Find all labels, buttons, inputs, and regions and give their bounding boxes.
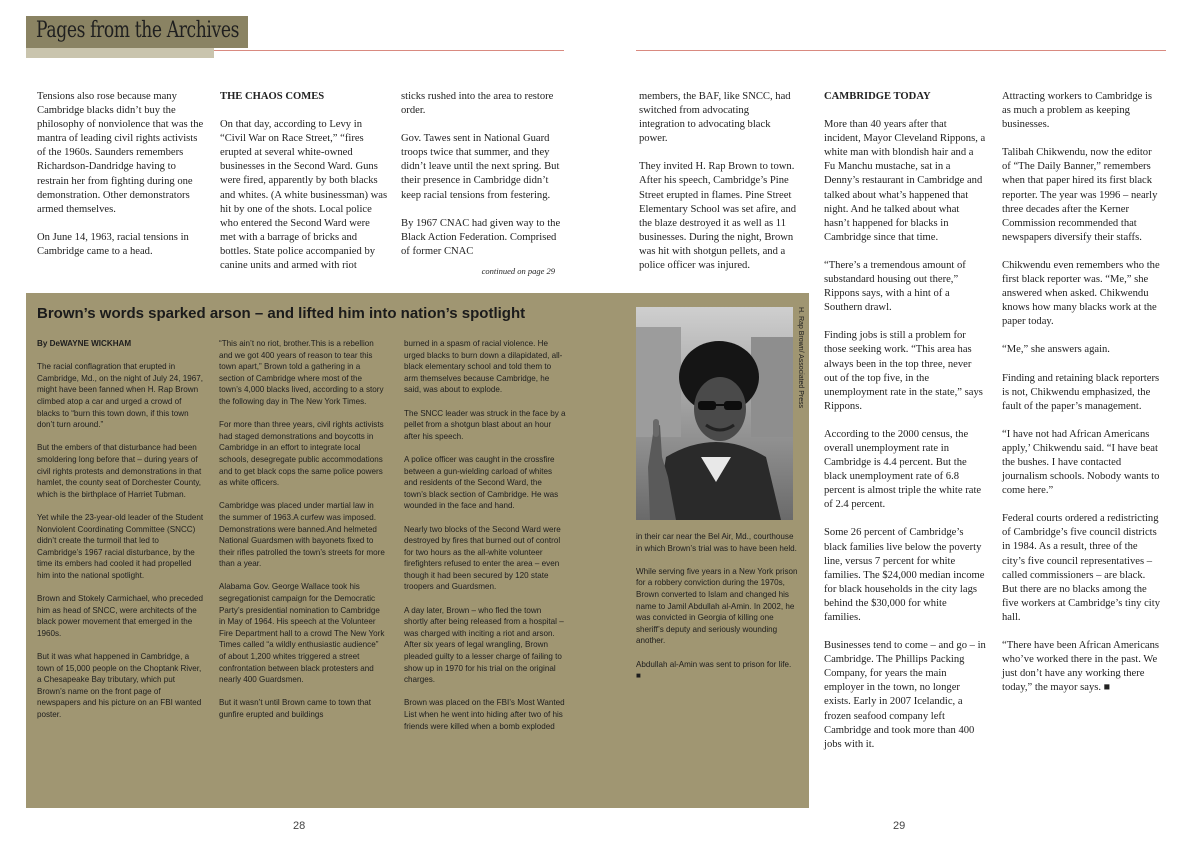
left-col-2 xyxy=(220,90,388,287)
subheading: CAMBRIDGE TODAY xyxy=(824,91,931,102)
page-number-right: 29 xyxy=(893,820,906,832)
paragraph: Federal courts ordered a redistricting of Cambridge’s five council districts in 1984. As a result, three of the city’s five council representatives – called commissioners – are black. But there are no blacks among the five workers at Cambridge’s tiny city hall. xyxy=(1002,513,1160,623)
paragraph: in their car near the Bel Air, Md., courthouse in which Brown’s trial was to have been held. xyxy=(636,532,797,553)
paragraph: “There’s a tremendous amount of substandard housing out there,” Rippons says, with a hint of a Southern drawl. xyxy=(824,259,966,314)
paragraph: Brown and Stokely Carmichael, who preceded him as head of SNCC, were architects of the black power movement that emerged in the 1960s. xyxy=(37,594,204,638)
portrait-photo xyxy=(636,307,793,520)
sidebar-col-4 xyxy=(636,531,798,693)
paragraph: The racial conflagration that erupted in Cambridge, Md., on the night of July 24, 1967, might have been fanned when H. Rap Brown climbed atop a car and urged a crowd of blacks to “burn this town down, if this town don’t turn around.” xyxy=(37,362,204,430)
sidebar-col-3 xyxy=(404,338,566,744)
paragraph: They invited H. Rap Brown to town. After his speech, Cambridge’s Pine Street erupted in flames. Pine Street Elementary School was set afire, and the blaze destroyed it as well as 11 businesses. During the night, Brown was hit with shotgun pellets, and a police officer was injured. xyxy=(639,161,797,272)
paragraph: Talibah Chikwendu, now the editor of “The Daily Banner,” remembers when that paper hired its first black reporter. The year was 1996 – nearly three decades after the Kerner Commission recommended that newspapers diversify their staffs. xyxy=(1002,147,1158,243)
paragraph: Abdullah al-Amin was sent to prison for life. ■ xyxy=(636,659,792,681)
paragraph: Tensions also rose because many Cambridge blacks didn’t buy the philosophy of nonviolence that was the mantra of leading civil rights activists of the 1960s. Saunders remembers Richardson-Dandridge having to restrain her from fighting during one demonstration. Other demonstrators armed themselves. xyxy=(37,91,204,215)
paragraph: By 1967 CNAC had given way to the Black Action Federation. Comprised of former CNAC xyxy=(401,217,561,257)
paragraph: Attracting workers to Cambridge is as much a problem as keeping businesses. xyxy=(1002,91,1153,131)
paragraph: But it wasn’t until Brown came to town that gunfire erupted and buildings xyxy=(219,698,372,719)
paragraph: Finding and retaining black reporters is not, Chikwendu emphasized, the fault of the paper’s management. xyxy=(1002,372,1160,412)
paragraph: According to the 2000 census, the overall unemployment rate in Cambridge is 4.4 percent. But the black unemployment rate of 6.8 percent is almost triple the white rate of 2.4 percent. xyxy=(824,428,982,511)
paragraph: But it was what happened in Cambridge, a town of 15,000 people on the Choptank River, a Chesapeake Bay tributary, which put Brown’s name on the front page of newspapers and his picture on an FBI wanted poster. xyxy=(37,652,202,719)
paragraph: For more than three years, civil rights activists had staged demonstrations and boycotts in Cambridge in an effort to integrate local schools, desegregate public accommodations and to get black cops the same police powers as white officers. xyxy=(219,420,384,488)
paragraph: But the embers of that disturbance had been smoldering long before that – during years of civil rights protests and demonstrations in that hamlet, the county seat of Dorchester County, which is the birthplace of Harriet Tubman. xyxy=(37,443,202,499)
sidebar-col-1 xyxy=(37,338,205,732)
paragraph: Brown was placed on the FBI’s Most Wanted List when he went into hiding after two of his friends were killed when a bomb exploded xyxy=(404,698,565,731)
paragraph: Yet while the 23-year-old leader of the Student Nonviolent Coordinating Committee (SNCC) didn’t create the turmoil that led to Cambridge’s 1967 racial disturbance, by the time its embers had cooled it had propelled him into the national spotlight. xyxy=(37,512,204,580)
paragraph: members, the BAF, like SNCC, had switched from advocating integration to advocating black power. xyxy=(639,91,791,145)
left-col-1 xyxy=(37,90,207,273)
paragraph: Alabama Gov. George Wallace took his segregationist campaign for the Democratic Party’s presidential nomination to Cambridge in May of 1964. His speech at the Volunteer Fire Department hall to a crowd The New York Times called “a wildly enthusiastic audience” of about 1,200 whites triggered a street confrontation between black protesters and nearly 400 Guardsmen. xyxy=(219,582,385,685)
paragraph: More than 40 years after that incident, Mayor Cleveland Rippons, a white man with blondish hair and a Fu Manchu mustache, sat in a Denny’s restaurant in Cambridge and talked about what’s happened that night. And he talked about what hasn’t happened for blacks in Cambridge since that time. xyxy=(824,119,986,243)
right-col-2 xyxy=(824,90,986,766)
paragraph: A police officer was caught in the crossfire between a gun-wielding carload of whites and residents of the Second Ward, the town’s black section of Cambridge. He was wounded in the face and hand. xyxy=(404,454,559,511)
byline: By DeWAYNE WICKHAM xyxy=(37,339,132,348)
paragraph: sticks rushed into the area to restore order. xyxy=(401,91,554,117)
paragraph: “There have been African Americans who’ve worked there in the past. We just don’t have any working there today,” the mayor says. ■ xyxy=(1002,640,1160,694)
sidebar-col-2 xyxy=(219,338,387,732)
sidebar-headline: Brown’s words sparked arson – and lifted him into nation’s spotlight xyxy=(37,305,526,322)
paragraph: Businesses tend to come – and go – in Cambridge. The Phillips Packing Company, for years the main employer in the town, no longer exists. Early in 2007 Icelandic, a frozen seafood company left Cambridge and took more than 400 jobs with it. xyxy=(824,640,986,750)
portrait-illustration xyxy=(636,307,793,520)
right-col-1 xyxy=(639,90,797,287)
paragraph: Nearly two blocks of the Second Ward were destroyed by fires that burned out of control for two hours as the all-white volunteer firefighters refused to enter the area – even though it had been secured by 120 state troopers and Guardsmen. xyxy=(404,524,561,592)
subheading: THE CHAOS COMES xyxy=(220,91,325,102)
header-rule-left xyxy=(214,50,564,51)
photo-credit: H. Rap Brown/ Associated Press xyxy=(797,307,804,409)
paragraph: On that day, according to Levy in “Civil War on Race Street,” “fires erupted at several white-owned businesses in the Second Ward. Guns were fired, apparently by both blacks and whites. (A white businessman) was hit by one of the shots. Local police who entered the Second Ward were met with a barrage of bricks and bottles. State police accompanied by canine units and armed with riot xyxy=(220,119,388,272)
paragraph: Chikwendu even remembers who the first black reporter was. “Me,” she answered when asked. Chikwendu knows how many blacks work at the paper today. xyxy=(1002,259,1160,328)
paragraph: burned in a spasm of racial violence. He urged blacks to burn down a dilapidated, all-black elementary school and told them to arm themselves because Cambridge, he said, was about to explode. xyxy=(404,339,563,395)
page-number-left: 28 xyxy=(293,820,306,832)
paragraph: Cambridge was placed under martial law in the summer of 1963.A curfew was imposed. Demonstrations were banned.And helmeted National Guardsmen with bayonets fixed to their rifles patrolled the town’s streets for more than a year. xyxy=(219,501,385,569)
paragraph: While serving five years in a New York prison for a robbery conviction during the 1970s, Brown converted to Islam and changed his name to Jamil Abdullah al-Amin. In 2002, he was convicted in Georgia of killing one sheriff’s deputy and seriously wounding another. xyxy=(636,566,798,646)
paragraph: “Me,” she answers again. xyxy=(1002,344,1110,356)
header-rule-right xyxy=(636,50,1166,51)
paragraph: Finding jobs is still a problem for those seeking work. “This area has always been in the top three, never out of the top five, in the unemployment rate in the state,” says Rippons. xyxy=(824,330,983,412)
section-title: Pages from the Archives xyxy=(36,18,240,43)
paragraph: Gov. Tawes sent in National Guard troops twice that summer, and they didn’t leave until the next spring. But their presence in Cambridge didn’t keep racial tensions from festering. xyxy=(401,133,560,201)
left-col-3 xyxy=(401,90,561,259)
continued-note: continued on page 29 xyxy=(481,266,555,276)
paragraph: The SNCC leader was struck in the face by a pellet from a shotgun blast about an hour after his speech. xyxy=(404,408,566,441)
paragraph: “This ain’t no riot, brother.This is a rebellion and we got 400 years of reason to tear this town apart,” Brown told a gathering in a section of Cambridge where most of the town’s 4,000 blacks lived, according to a story the following day in The New York Times. xyxy=(219,339,384,406)
paragraph: Some 26 percent of Cambridge’s black families live below the poverty line, versus 7 percent for white families. The $24,000 median income for black households in the city lags behind the $30,000 for white families. xyxy=(824,527,985,623)
banner-underlay xyxy=(26,48,214,58)
paragraph: On June 14, 1963, racial tensions in Cambridge came to a head. xyxy=(37,231,189,257)
paragraph: “I have not had African Americans apply,’ Chikwendu said. “I have beat the bushes. I have contacted journalism schools. Nobody wants to come here.” xyxy=(1002,428,1160,497)
right-col-3 xyxy=(1002,90,1162,709)
paragraph: A day later, Brown – who fled the town shortly after being released from a hospital – was charged with inciting a riot and arson. After six years of legal wrangling, Brown pleaded guilty to a lesser charge of failing to show up in 1970 for his trial on the original charges. xyxy=(404,605,564,685)
